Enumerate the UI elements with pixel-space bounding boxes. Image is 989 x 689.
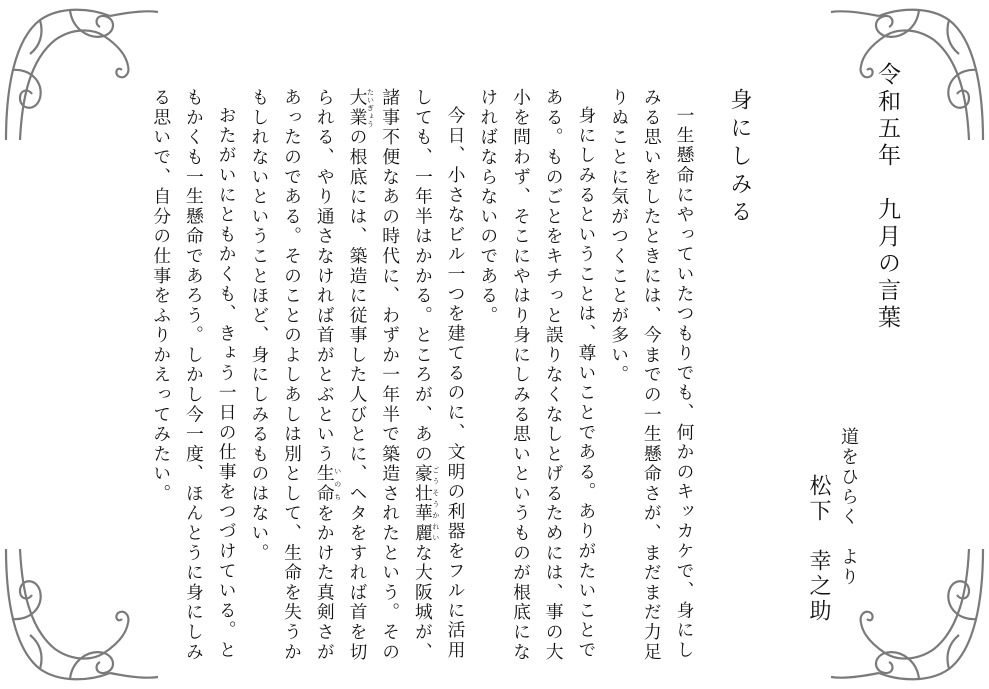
attribution-author: 松下 幸之助 [806,474,831,624]
ruby-taigyou [346,88,375,128]
essay-paragraph [242,88,471,673]
corner-ornament-bottom-left [0,544,160,689]
ruby-inochi [314,464,342,504]
essay-title: 身にしみる [727,88,752,228]
ruby-base: 生命 [314,464,336,504]
essay-body [144,88,755,673]
corner-ornament-top-right [829,0,989,145]
corner-ornament-top-left [0,0,160,145]
essay-paragraph: 身にしみるということは、尊いことである。ありがたいことである。ものごとをキチっと誤りなくなしとげるためには、事の大小を問わず、そこにやはり身にしみる思いというものが根底になければならないのである。 [477,88,597,662]
ruby-base: 豪壮華麗 [412,464,434,544]
ruby-reading: いのち [333,464,342,504]
ruby-reading: ごうそうかれい [431,464,440,544]
essay-paragraph: 一生懸命にやっていたつもりでも、何かのキッカケで、身にしみる思いをしたときには、今までの一生懸命さが、まだまだ力足りぬことに気がつくことが多い。 [608,88,695,662]
essay-text-segment: な大阪城が、諸事不便なあの時代に、わずか一年半で築造されたという。その [379,88,434,662]
essay-text-segment: 今日、小さなビル一つを建てるのに、文明の利器をフルに活用しても、一年半はかかる。ところが、あの [412,88,467,660]
ruby-base: 大業 [346,88,368,128]
essay-paragraph: おたがいにともかくも、きょう一日の仕事をつづけている。ともかくも一生懸命であろう。しかし今一度、ほんとうに身にしみる思いで、自分の仕事をふりかえってみたい。 [150,88,238,662]
attribution-source: 道をひらく より [838,427,859,587]
ruby-gousou-karei [412,464,440,544]
month-title: 令和五年 九月の言葉 [874,62,900,332]
ruby-reading: たいぎょう [366,88,375,128]
essay-text-segment: の根底には、築造に従事した人びとに、ヘタをすれば首を切られる、やり通さなければ首がとぶという [314,88,368,662]
essay-text-segment: をかけた真剣さがあったのである。そのことのよしあしは別として、生命を失うかもしれないということほど、身にしみるものはない。 [248,88,336,662]
